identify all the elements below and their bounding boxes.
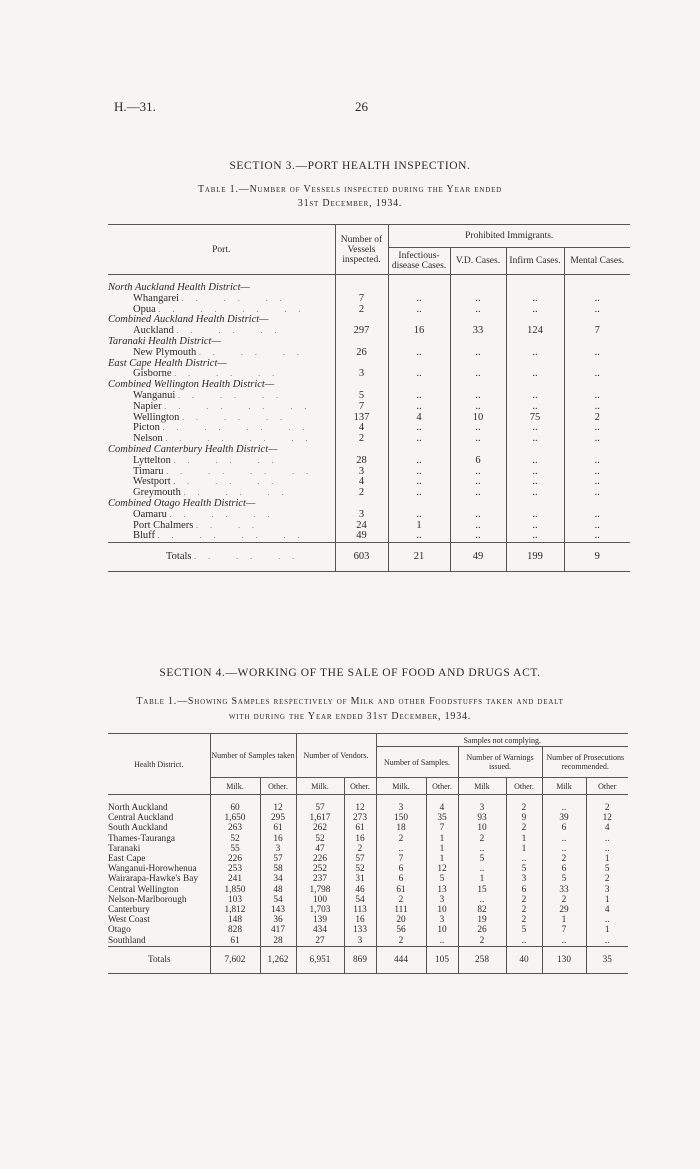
table-row: Combined Otago Health District— [108, 499, 630, 510]
table-row: Thames-Tauranga 52 16 52 16 2 1 2 1 .. .. [108, 834, 628, 844]
section4-title: SECTION 4.—WORKING OF THE SALE OF FOOD AND DRUGS ACT. [159, 667, 541, 679]
table1-title-line2: 31st December, 1934. [297, 198, 403, 209]
district-name: Central Wellington [108, 884, 179, 895]
port-inspection-table [108, 224, 630, 572]
col-vessels: Number of Vessels inspected. [335, 225, 388, 275]
table-row: East Cape Health District— [108, 359, 630, 370]
col-warnings: Number of Warnings issued. [458, 747, 542, 778]
totals-row: Totals .. .. .. 603 21 49 199 9 [108, 543, 630, 572]
table2-title-line1: Table 1.—Showing Samples respectively of Milk and other Foodstuffs taken and dealt [136, 696, 564, 707]
district-name: Otago [108, 925, 131, 936]
table-row: Central Auckland 1,650 295 1,617 273 150 35 93 9 39 12 [108, 813, 628, 823]
table-row: South Auckland 263 61 262 61 18 7 10 2 6 4 [108, 823, 628, 833]
table-row: Auckland .. .. .. 297 16 33 124 7 [108, 326, 630, 337]
table-row: Nelson-Marlborough 103 54 100 54 2 3 .. 2 2 1 [108, 895, 628, 905]
col-vd: V.D. Cases. [450, 248, 506, 275]
totals-row: Totals 7,602 1,262 6,951 869 444 105 258 40 130 35 [108, 946, 628, 973]
district-name: Central Auckland [108, 813, 174, 824]
table-row: Gisborne .. .. .. 3 .. .. .. .. [108, 369, 630, 380]
col-infectious: Infectious-disease Cases. [388, 248, 450, 275]
district-name: West Coast [108, 915, 150, 926]
district-name: East Cape [108, 854, 146, 865]
page-number: 26 [355, 99, 368, 114]
table-row: North Auckland Health District— [108, 283, 630, 294]
table2-title-line2: with during the Year ended 31st December, 1934. [228, 711, 472, 722]
table-row: Picton .. .. .. .. 4 .. .. .. .. [108, 423, 630, 434]
table-row: Napier .. .. .. .. 7 .. .. .. .. [108, 402, 630, 413]
col-prosecutions: Number of Prosecutions recommended. [542, 747, 628, 778]
col-port: Port. [108, 225, 335, 275]
table-row: East Cape 226 57 226 57 7 1 5 .. 2 1 [108, 854, 628, 864]
table-row: Nelson .. .. .. .. 2 .. .. .. .. [108, 434, 630, 445]
table-row: New Plymouth .. .. .. 26 .. .. .. .. [108, 348, 630, 359]
col-not-complying: Samples not complying. [376, 734, 628, 747]
district-name: Thames-Tauranga [108, 833, 175, 844]
table-row: Combined Auckland Health District— [108, 315, 630, 326]
table-row: Greymouth .. .. .. 2 .. .. .. .. [108, 488, 630, 499]
table-row: Otago 828 417 434 133 56 10 26 5 7 1 [108, 925, 628, 935]
col-infirm: Infirm Cases. [506, 248, 564, 275]
table-row: North Auckland 60 12 57 12 3 4 3 2 .. 2 [108, 803, 628, 813]
table-row: West Coast 148 36 139 16 20 3 19 2 1 .. [108, 915, 628, 925]
table-row: Southland 61 28 27 3 2 .. 2 .. .. .. [108, 936, 628, 947]
district-name: Canterbury [108, 905, 150, 916]
district-name: Southland [108, 935, 146, 946]
document-code: H.—31. [114, 99, 156, 114]
col-samples-taken: Number of Samples taken [210, 734, 296, 778]
table-row: Wairarapa-Hawke's Bay 241 34 237 31 6 5 1 3 5 2 [108, 874, 628, 884]
table-row: Taranaki Health District— [108, 337, 630, 348]
table-row: Combined Canterbury Health District— [108, 445, 630, 456]
district-name: Nelson-Marlborough [108, 894, 187, 905]
table-row: Oamaru .. .. .. 3 .. .. .. .. [108, 510, 630, 521]
col-health-district: Health District. [108, 734, 210, 795]
col-vendors: Number of Vendors. [296, 734, 376, 778]
table-row: Timaru .. .. .. .. 3 .. .. .. .. [108, 467, 630, 478]
district-name: North Auckland [108, 803, 168, 813]
table1-title-line1: Table 1.—Number of Vessels inspected during the Year ended [197, 184, 502, 195]
food-drugs-table: Health District. Number of Samples taken Number of Vendors. Samples not complying. Number of Samples. Number of Warnings issued. Number of Prosecutions recommended. Milk. Other. Milk. Other. Milk. Other. Milk Other. Milk Other North Auckland 60 12 57 12 3 4 3 2 .. 2 Central Auckland 1,650 295 1,617 273 150 35 93 9 39 12 South Auckland 263 61 262 61 18 7 10 2 6 4 Thames-Tauranga 52 16 52 16 2 1 2 1 .. .. Taranaki 55 3 47 2 .. 1 .. 1 .. .. East Cape 226 57 226 57 7 1 5 .. 2 1 Wanganui-Horowhenua 253 58 252 52 6 12 .. 5 6 5 Wairarapa-Hawke's Bay 241 34 237 31 6 5 1 3 5 2 Central Wellington 1,850 48 1,798 46 61 13 15 6 33 3 Nelson-Marlborough 103 54 100 54 2 3 .. 2 2 1 Canterbury 1,812 143 1,703 113 111 10 82 2 29 4 West Coast 148 36 139 16 20 3 19 2 1 .. Otago 828 417 434 133 56 10 26 5 7 1 Southland 61 28 27 3 2 .. 2 .. .. .. Totals 7,602 1,262 6,951 869 444 105 258 40 130 35 [108, 733, 628, 974]
table-row: Port Chalmers .. .. 24 1 .. .. .. [108, 521, 630, 532]
table-row: Opua .. .. .. .. 2 .. .. .. .. [108, 305, 630, 316]
table-row: Bluff .. .. .. .. 49 .. .. .. .. [108, 531, 630, 542]
section3-title: SECTION 3.—PORT HEALTH INSPECTION. [229, 160, 471, 172]
table-row: Lyttelton .. .. .. 28 .. 6 .. .. [108, 456, 630, 467]
district-name: Taranaki [108, 843, 141, 854]
district-name: Wairarapa-Hawke's Bay [108, 874, 198, 885]
table-row: Combined Wellington Health District— [108, 380, 630, 391]
district-name: Wanganui-Horowhenua [108, 864, 197, 875]
table-row: Westport .. .. .. 4 .. .. .. .. [108, 477, 630, 488]
col-prohibited: Prohibited Immigrants. [388, 225, 630, 248]
table-row: Central Wellington 1,850 48 1,798 46 61 13 15 6 33 3 [108, 885, 628, 895]
table-row: Canterbury 1,812 143 1,703 113 111 10 82 2 29 4 [108, 905, 628, 915]
col-mental: Mental Cases. [564, 248, 630, 275]
district-name: South Auckland [108, 823, 168, 834]
table-row: Wellington .. .. .. 137 4 10 75 2 [108, 413, 630, 424]
table-row: Taranaki 55 3 47 2 .. 1 .. 1 .. .. [108, 844, 628, 854]
table-row: Whangarei .. .. .. 7 .. .. .. .. [108, 294, 630, 305]
table-row: Wanganui-Horowhenua 253 58 252 52 6 12 .. 5 6 5 [108, 864, 628, 874]
table-row: Wanganui .. .. .. 5 .. .. .. .. [108, 391, 630, 402]
col-num-samples: Number of Samples. [376, 747, 458, 778]
